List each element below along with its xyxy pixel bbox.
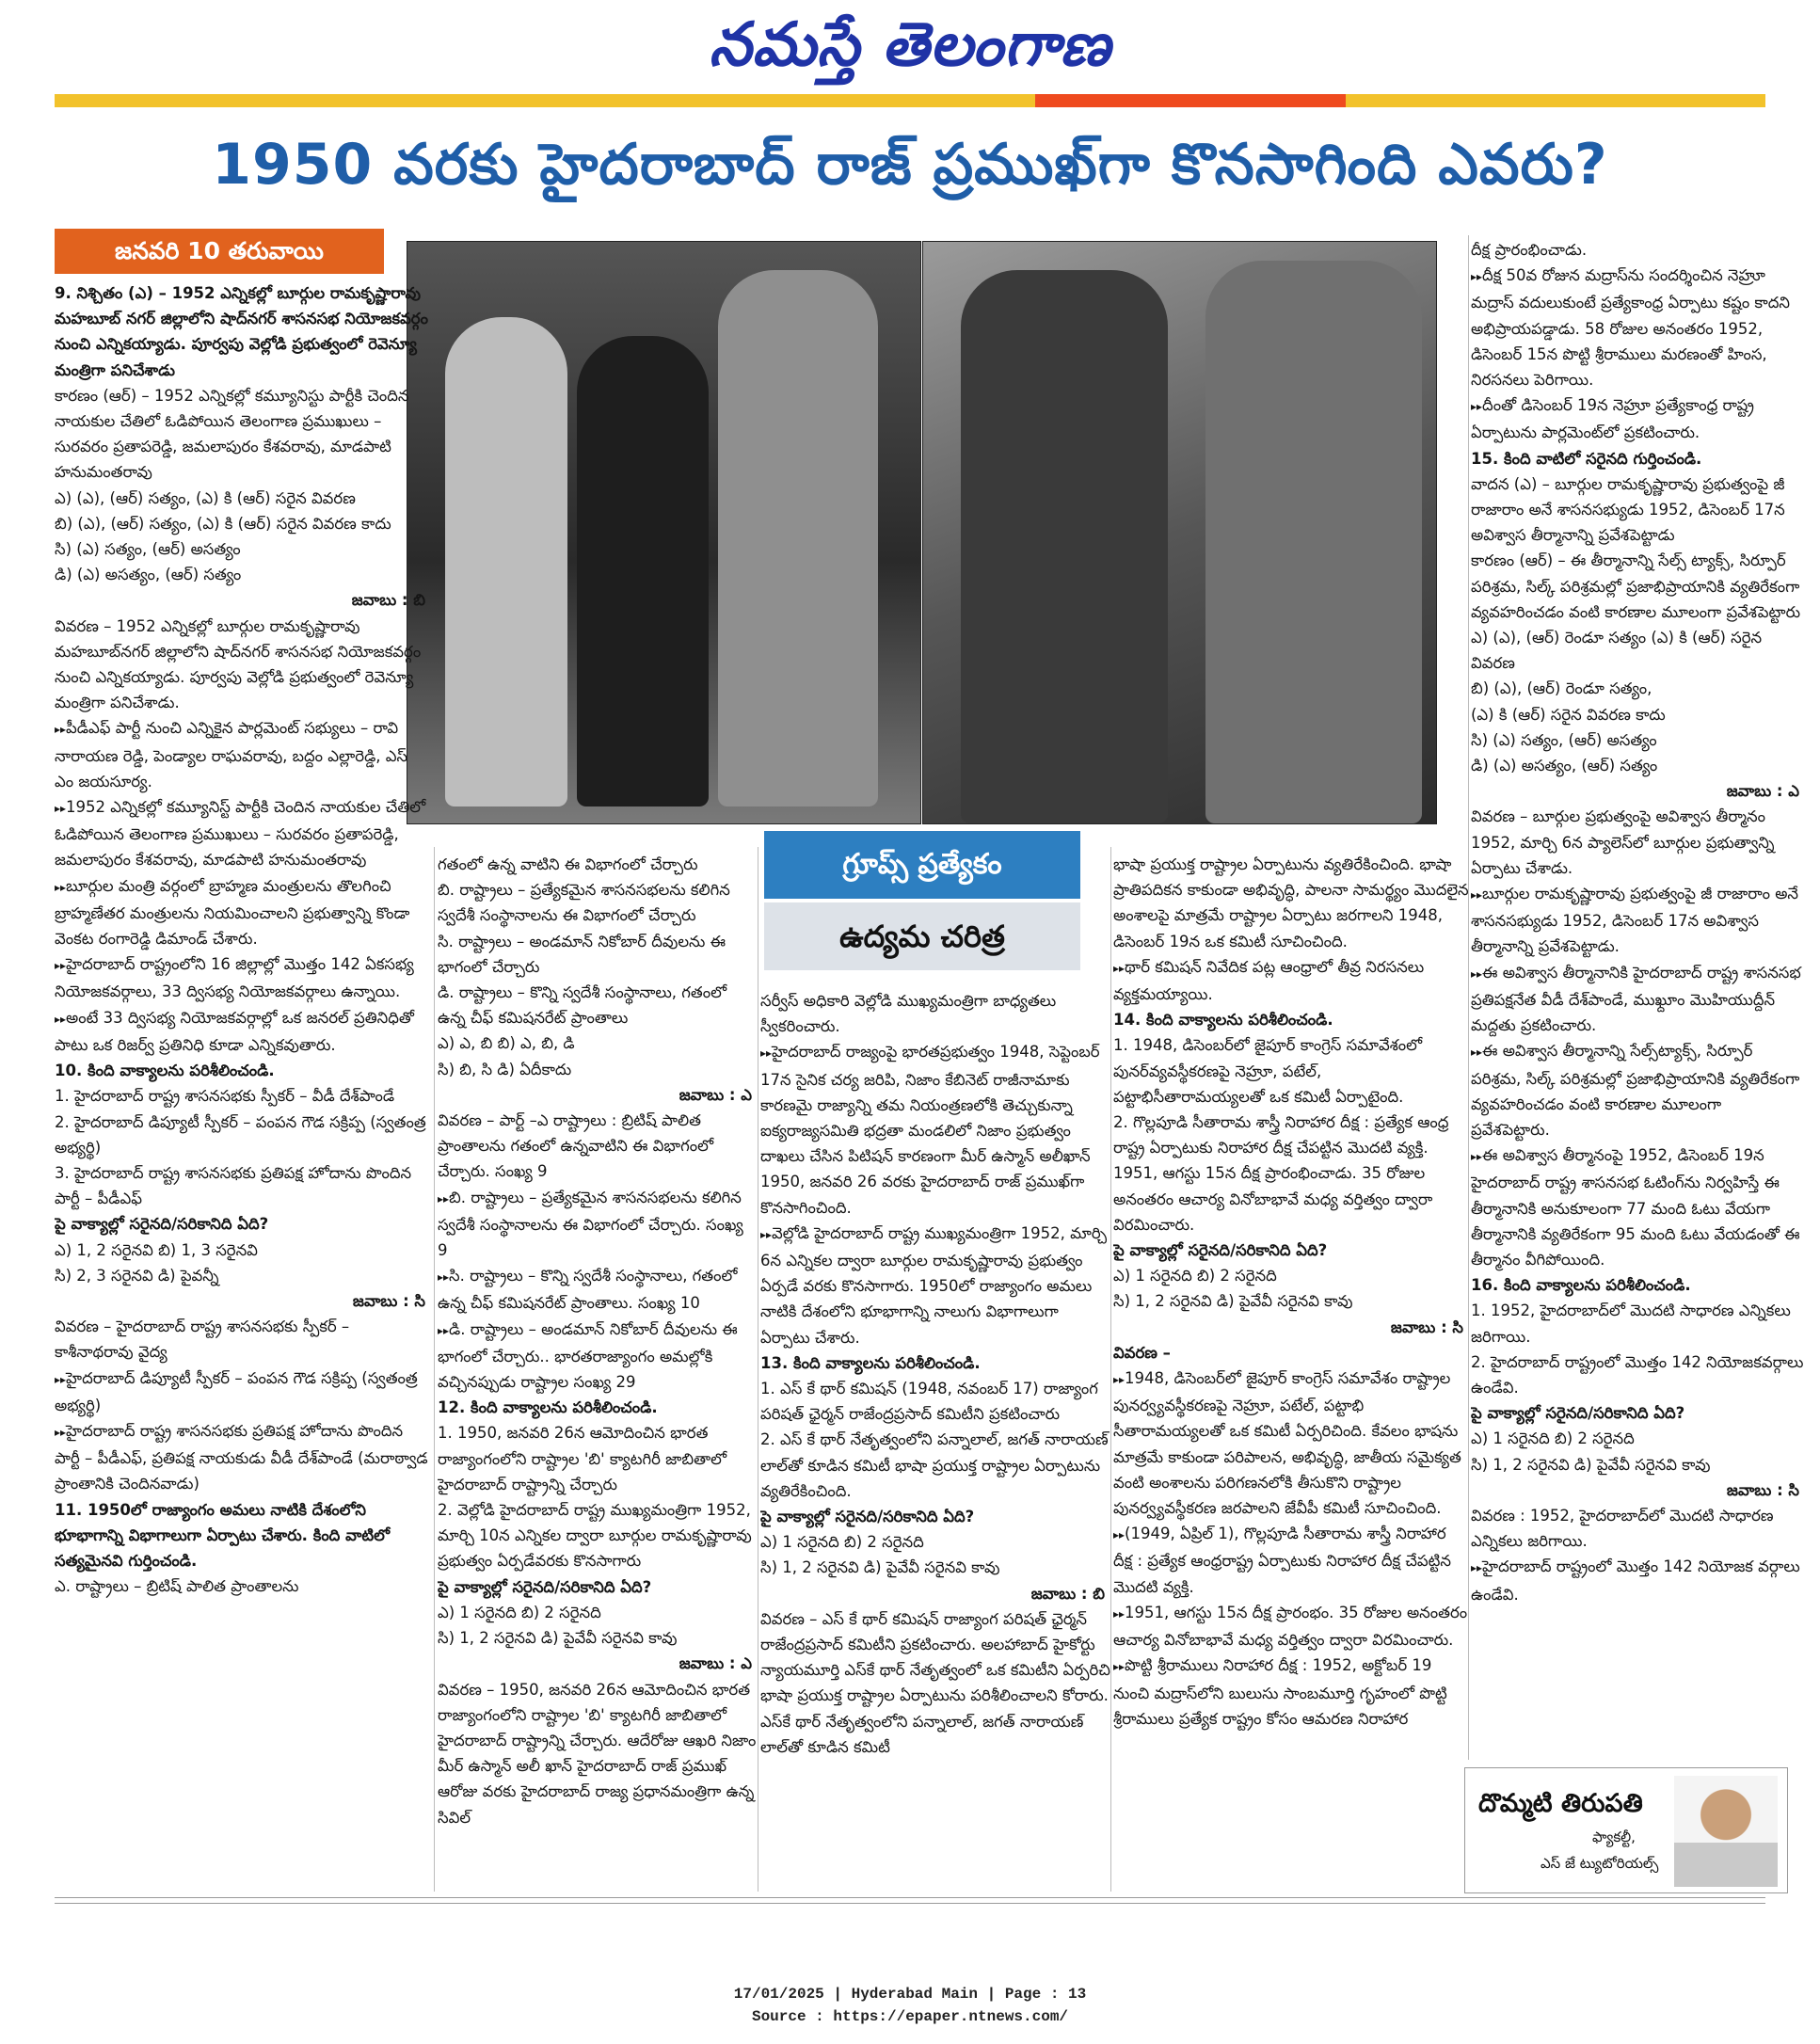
reason-text: కారణం (ఆర్) – ఈ తీర్మానాన్ని సేల్స్ ట్యాక్స్, సిర్పూర్ పరిశ్రమ, సిల్క్ పరిశ్రమల్లో ప్రజాభిప్రాయానికి వ్యతిరేకంగా వ్యవహరించడం వంటి కారణాల మూలంగా ప్రవేశపెట్టారు (1471, 551, 1801, 621)
statement: 2. హైదరాబాద్ రాష్ట్రంలో మొత్తం 142 నియోజకవర్గాలు ఉండేవి. (1471, 1352, 1804, 1397)
question-15: 15. కింది వాటిలో సరైనది గుర్తించండి. (1471, 449, 1702, 468)
options-row: సి) 1, 2 సరైనవి డి) పైవేవీ సరైనవి కావు (760, 1558, 1000, 1577)
assertion: వాదన (ఎ) – బూర్గుల రామకృష్ణారావు ప్రభుత్వంపై జీ రాజారాం అనే శాసనసభ్యుడు 1952, డిసెంబర్ 17న అవిశ్వాస తీర్మానాన్ని ప్రవేశపెట్టాడు (1471, 474, 1785, 545)
option-a: ఎ) (ఎ), (ఆర్) రెండూ సత్యం (ఎ) కి (ఆర్) సరైన వివరణ (1471, 629, 1763, 673)
statement: సి. రాష్ట్రాలు – అండమాన్ నికోబార్ దీవులను ఈ భాగంలో చేర్చారు (438, 932, 726, 976)
section-label: జనవరి 10 తరువాయి (55, 229, 384, 274)
bullet-point: ▸▸ దీంతో డిసెంబర్ 19న నెహ్రూ ప్రత్యేకాంధ్ర రాష్ట్ర ఏర్పాటును పార్లమెంట్‌లో ప్రకటించారు. (1471, 392, 1805, 445)
bullet-point: ▸▸ 1952 ఎన్నికల్లో కమ్యూనిస్ట్ పార్టీకి చెందిన నాయకుల చేతిలో ఓడిపోయిన తెలంగాణ ప్రముఖులు – సురవరం ప్రతాపరెడ్డి, జమలాపురం కేశవరావు, మాడపాటి హనుమంతరావు (55, 794, 431, 873)
statement: 3. హైదరాబాద్ రాష్ట్ర శాసనసభకు ప్రతిపక్ష హోదాను పొందిన పార్టీ – పీడీఎఫ్ (55, 1163, 412, 1208)
question-12: 12. కింది వాక్యాలను పరిశీలించండి. (438, 1398, 658, 1417)
explanation-12: వివరణ – 1950, జనవరి 26న ఆమోదించిన భారత రాజ్యాంగంలోని రాష్ట్రాల 'బి' క్యాటగిరీ జాబితాలో హైదరాబాద్ రాష్ట్రాన్ని చేర్చారు. ఆదేరోజు ఆఖరి నిజాం మీర్ ఉస్మాన్ అలీ ఖాన్ హైదరాబాద్ రాజ్ ప్రముఖ్ ఆరోజు వరకు హైదరాబాద్ రాజ్య ప్రధానమంత్రిగా ఉన్న సివిల్ (438, 1680, 757, 1827)
options-row: సి) బి, సి డి) ఏదీకాదు (438, 1060, 572, 1078)
bottom-rule (55, 1897, 1765, 1898)
bullet-point: ▸▸ బూర్గుల రామకృష్ణారావు ప్రభుత్వంపై జీ రాజారాం అనే శాసనసభ్యుడు 1952, డిసెంబర్ 17న అవిశ్వాస తీర్మానాన్ని ప్రవేశపెట్టాడు. (1471, 881, 1805, 960)
option-a: ఎ) (ఎ), (ఆర్) సత్యం, (ఎ) కి (ఆర్) సరైన వివరణ (55, 488, 356, 507)
options-row: సి) 2, 3 సరైనవి డి) పైవన్నీ (55, 1266, 219, 1285)
statement: 1. 1948, డిసెంబర్‌లో జైపూర్ కాంగ్రెస్ సమావేశంలో పునర్‌వ్యవస్థీకరణపై నెహ్రూ, పటేల్, పట్టాభిసీతారామయ్యలతో ఒక కమిటీ ఏర్పాటైంది. (1113, 1036, 1423, 1106)
bullet-point: ▸▸ థార్ కమిషన్ నివేదిక పట్ల ఆంధ్రాలో తీవ్ర నిరసనలు వ్యక్తమయ్యాయి. (1113, 954, 1469, 1007)
historical-photo-left (407, 241, 921, 824)
bullet-point: ▸▸ 1951, ఆగస్టు 15న దీక్ష ప్రారంభం. 35 రోజుల అనంతరం ఆచార్య వినోబాభావే మధ్య వర్తిత్వం ద్వారా విరమించారు. (1113, 1600, 1469, 1653)
question-prompt: పై వాక్యాల్లో సరైనది/సరికానిది ఏది? (760, 1508, 975, 1526)
option-b: బి) (ఎ), (ఆర్) రెండూ సత్యం, (1471, 679, 1652, 698)
question-9: 9. నిశ్చితం (ఎ) – 1952 ఎన్నికల్లో బూర్గుల రామకృష్ణారావు మహబూబ్ నగర్ జిల్లాలోని షాద్‌నగర్ శాసనసభ నియోజకవర్గం నుంచి ఎన్నికయ్యాడు. పూర్వపు వెల్లోడి ప్రభుత్వంలో రెవెన్యూ మంత్రిగా పనిచేశాడు (55, 284, 428, 379)
statement: 2. ఎస్ కే థార్ నేతృత్వంలోని పన్నాలాల్, జగత్ నారాయణ్ లాల్‌తో కూడిన కమిటీ భాషా ప్రయుక్త రాష్ట్రాల ఏర్పాటును వ్యతిరేకించింది. (760, 1430, 1109, 1500)
options-row: సి) 1, 2 సరైనవి డి) పైవేవీ సరైనవి కావు (1113, 1292, 1353, 1311)
column-4 (1113, 852, 1469, 1893)
masthead-bar-red (1035, 94, 1346, 107)
explanation-14: వివరణ – (1113, 1343, 1171, 1362)
bullet-point: ▸▸ 1948, డిసెంబర్‌లో జైపూర్ కాంగ్రెస్ సమావేశం రాష్ట్రాల పునర్వ్యవస్థీకరణపై నెహ్రూ, పటేల్, పట్టాభి సీతారామయ్యలతో ఒక కమిటీ ఏర్పరిచింది. కేవలం భాషను మాత్రమే కాకుండా పరిపాలన, అభివృద్ధి, జాతీయ సమైక్యత వంటి అంశాలను పరిగణనలోకి తీసుకొని రాష్ట్రాల పునర్వ్యవస్థీకరణ జరపాలని జేవీపీ కమిటీ సూచించింది. (1113, 1365, 1469, 1521)
bullet-point: ▸▸ ఈ అవిశ్వాస తీర్మానానికి హైదరాబాద్ రాష్ట్ర శాసనసభ ప్రతిపక్షనేత వీడీ దేశ్‌పాండే, ముఖ్దూం మొహియుద్దీన్ మద్దతు ప్రకటించారు. (1471, 960, 1805, 1039)
options-row: ఎ) 1 సరైనది బి) 2 సరైనది (1113, 1267, 1277, 1285)
statement: డి. రాష్ట్రాలు – కొన్ని స్వదేశీ సంస్థానాలు, గతంలో ఉన్న చీఫ్ కమిషనరేట్ ప్రాంతాలు (438, 983, 727, 1028)
statement: 1. 1950, జనవరి 26న ఆమోదించిన భారత రాజ్యాంగంలోని రాష్ట్రాల 'బి' క్యాటగిరీ జాబితాలో హైదరాబాద్ రాష్ట్రాన్ని చేర్చారు (438, 1424, 727, 1493)
bullet-point: ▸▸ ఈ అవిశ్వాస తీర్మానాన్ని సేల్స్‌ట్యాక్స్, సిర్పూర్ పరిశ్రమ, సిల్క్ పరిశ్రమల్లో ప్రజాభిప్రాయానికి వ్యతిరేకంగా వ్యవహరించడం వంటి కారణాల మూలంగా ప్రవేశపెట్టారు. (1471, 1038, 1805, 1142)
option-d: డి) (ఎ) అసత్యం, (ఆర్) సత్యం (1471, 757, 1658, 775)
bullet-point: ▸▸ (1949, ఏప్రిల్ 1), గొల్లపూడి సీతారామ శాస్త్రీ నిరాహార దీక్ష : ప్రత్యేక ఆంధ్రరాష్ట్ర ఏర్పాటుకు నిరాహార దీక్ష చేపట్టిన మొదటి వ్యక్తి. (1113, 1521, 1469, 1600)
answer-13: జవాబు : బి (1030, 1584, 1105, 1603)
column-divider (1110, 847, 1111, 1892)
photo-figure (577, 336, 709, 806)
author-org: ఎస్ జే ట్యుటోరియల్స్ (1541, 1855, 1659, 1872)
footer-date-line: 17/01/2025 | Hyderabad Main | Page : 13 (733, 1986, 1087, 2003)
author-name: దొమ్మటి తిరుపతి (1478, 1789, 1643, 1818)
options-row: ఎ) ఎ, బి బి) ఎ, బి, డి (438, 1034, 575, 1053)
question-14: 14. కింది వాక్యాలను పరిశీలించండి. (1113, 1011, 1333, 1030)
column-divider (1468, 235, 1469, 1760)
photo-figure (718, 270, 878, 806)
historical-photo-right (922, 241, 1437, 824)
bullet-point: ▸▸ దీక్ష 50వ రోజున మద్రాస్‌ను సందర్శించిన నెహ్రూ మద్రాస్ వదులుకుంటే ప్రత్యేకాంధ్ర ఏర్పాటు కష్టం కాదని అభిప్రాయపడ్డాడు. 58 రోజుల అనంతరం 1952, డిసెంబర్ 15న పొట్టి శ్రీరాములు మరణంతో హింస, నిరసనలు పెరిగాయి. (1471, 263, 1805, 392)
statement: 2. గొల్లపూడి సీతారామ శాస్త్రీ నిరాహార దీక్ష : ప్రత్యేక ఆంధ్ర రాష్ట్ర ఏర్పాటుకు నిరాహార దీక్ష చేపట్టిన మొదటి వ్యక్తి. 1951, ఆగస్టు 15న దీక్ష ప్రారంభించాడు. 35 రోజుల అనంతరం ఆచార్య వినోబాభావే మధ్య వర్తిత్వం ద్వారా విరమించారు. (1113, 1113, 1449, 1234)
statement: దీక్ష ప్రారంభించాడు. (1471, 241, 1588, 259)
question-prompt: పై వాక్యాల్లో సరైనది/సరికానిది ఏది? (1113, 1241, 1328, 1260)
footer-source-line: Source : https://epaper.ntnews.com/ (751, 2008, 1069, 2025)
bullet-point: ▸▸ పీడీఎఫ్ పార్టీ నుంచి ఎన్నికైన పార్లమెంట్ సభ్యులు – రావి నారాయణ రెడ్డి, పెండ్యాల రాఘవరావు, బద్దం ఎల్లారెడ్డి, ఎస్ ఎం జయసూర్య. (55, 715, 431, 794)
statement: 2. వెల్లోడి హైదరాబాద్ రాష్ట్ర ముఖ్యమంత్రిగా 1952, మార్చి 10న ఎన్నికల ద్వారా బూర్గుల రామకృష్ణారావు ప్రభుత్వం ఏర్పడేవరకు కొనసాగారు (438, 1501, 752, 1571)
bullet-point: ▸▸ వెల్లోడి హైదరాబాద్ రాష్ట్ర ముఖ్యమంత్రిగా 1952, మార్చి 6న ఎన్నికల ద్వారా బూర్గుల రామకృష్ణారావు ప్రభుత్వం ఏర్పడే వరకు కొనసాగారు. 1950లో రాజ్యాంగం అమలు నాటికి దేశంలోని భూభాగాన్ని నాలుగు విభాగాలుగా ఏర్పాటు చేశారు. (760, 1221, 1110, 1350)
statement: 1. హైదరాబాద్ రాష్ట్ర శాసనసభకు స్పీకర్ – వీడీ దేశ్‌పాండే (55, 1087, 395, 1106)
author-box (1464, 1767, 1788, 1893)
bullet-point: ▸▸ హైదరాబాద్ రాష్ట్రంలోని 16 జిల్లాల్లో మొత్తం 142 ఏకసభ్య నియోజకవర్గాలు, 33 ద్విసభ్య నియోజకవర్గాలు ఉన్నాయి. (55, 951, 431, 1004)
option-b: బి) (ఎ), (ఆర్) సత్యం, (ఎ) కి (ఆర్) సరైన వివరణ కాదు (55, 514, 391, 533)
newspaper-masthead: నమస్తే తెలంగాణ (709, 9, 1111, 80)
explanation-16: వివరణ : 1952, హైదరాబాద్‌లో మొదటి సాధారణ ఎన్నికలు జరిగాయి. (1471, 1506, 1774, 1551)
explanation-15: వివరణ – బూర్గుల ప్రభుత్వంపై అవిశ్వాస తీర్మానం 1952, మార్చి 6న ప్యాలెస్‌లో బూర్గుల ప్రభుత్వాన్ని ఏర్పాటు చేశాడు. (1471, 807, 1775, 877)
column-3 (760, 988, 1110, 1893)
options-row: ఎ) 1, 2 సరైనవి బి) 1, 3 సరైనవి (55, 1240, 258, 1259)
bullet-point: ▸▸ హైదరాబాద్ డిప్యూటీ స్పీకర్ – పంపన గౌడ సక్రిప్ప (స్వతంత్ర అభ్యర్థి) (55, 1365, 431, 1418)
answer-11: జవాబు : ఎ (679, 1085, 752, 1104)
bullet-point: ▸▸ డి. రాష్ట్రాలు – అండమాన్ నికోబార్ దీవులను ఈ భాగంలో చేర్చారు.. భారతరాజ్యాంగం అమల్లోకి వచ్చినప్పుడు రాష్ట్రాల సంఖ్య 29 (438, 1317, 758, 1396)
options-row: ఎ) 1 సరైనది బి) 2 సరైనది (438, 1603, 601, 1621)
photo-figure (961, 270, 1168, 823)
article-headline: 1950 వరకు హైదరాబాద్ రాజ్ ప్రముఖ్‌గా కొనసాగింది ఎవరు? (212, 132, 1608, 198)
bullet-point: ▸▸ పొట్టి శ్రీరాములు నిరాహార దీక్ష : 1952, అక్టోబర్ 19 నుంచి మద్రాస్‌లోని బులుసు సాంబమూర్తి గృహంలో పొట్టి శ్రీరాములు ప్రత్యేక రాష్ట్రం కోసం ఆమరణ నిరాహార (1113, 1653, 1469, 1732)
option-c: సి) (ఎ) సత్యం, (ఆర్) అసత్యం (55, 540, 241, 559)
question-16: 16. కింది వాక్యాలను పరిశీలించండి. (1471, 1276, 1691, 1295)
explanation-11: వివరణ – పార్ట్ –ఎ రాష్ట్రాలు : బ్రిటిష్ పాలిత ప్రాంతాలను గతంలో ఉన్నవాటిని ఈ విభాగంలో చేర్చారు. సంఖ్య 9 (438, 1111, 714, 1181)
column-divider (434, 847, 435, 1892)
statement: 1. ఎస్ కే థార్ కమిషన్ (1948, నవంబర్ 17) రాజ్యాంగ పరిషత్ ఛైర్మన్ రాజేంద్రప్రసాద్ కమిటీని ప్రకటించారు (760, 1380, 1098, 1424)
statement: భాషా ప్రయుక్త రాష్ట్రాల ఏర్పాటును వ్యతిరేకించింది. భాషా ప్రాతిపదికన కాకుండా అభివృద్ధి, పాలనా సామర్థ్యం మొదలైన అంశాలపై మాత్రమే రాష్ట్రాల ఏర్పాటు జరగాలని 1948, డిసెంబర్ 19న ఒక కమిటీ సూచించింది. (1113, 855, 1469, 950)
groups-special-label: గ్రూప్స్ ప్రత్యేకం (764, 831, 1080, 899)
statement: గతంలో ఉన్న వాటిని ఈ విభాగంలో చేర్చారు (438, 855, 698, 873)
options-row: ఎ) 1 సరైనది బి) 2 సరైనది (760, 1533, 924, 1552)
reason-text: కారణం (ఆర్) – 1952 ఎన్నికల్లో కమ్యూనిస్టు పార్టీకి చెందిన నాయకుల చేతిలో ఓడిపోయిన తెలంగాణ ప్రముఖులు – సురవరం ప్రతాపరెడ్డి, జమలాపురం కేశవరావు, మాడపాటి హనుమంతరావు (55, 386, 409, 482)
options-row: ఎ) 1 సరైనది బి) 2 సరైనది (1471, 1429, 1635, 1448)
statement: బి. రాష్ట్రాలు – ప్రత్యేకమైన శాసనసభలను కలిగిన స్వదేశీ సంస్థానాలను ఈ విభాగంలో చేర్చారు (438, 881, 730, 925)
statement: 2. హైదరాబాద్ డిప్యూటీ స్పీకర్ – పంపన గౌడ సక్రిప్ప (స్వతంత్ర అభ్యర్థి) (55, 1112, 426, 1157)
question-prompt: పై వాక్యాల్లో సరైనది/సరికానిది ఏది? (1471, 1404, 1685, 1423)
bullet-point: ▸▸ ఈ అవిశ్వాస తీర్మానంపై 1952, డిసెంబర్ 19న హైదరాబాద్ రాష్ట్ర శాసనసభ ఓటింగ్‌ను నిర్వహిస్తే ఈ తీర్మానానికి అనుకూలంగా 77 మంది ఓటు వేయగా తీర్మానానికి వ్యతిరేకంగా 95 మంది ఓటు వేయడంతో ఈ తీర్మానం వీగిపోయింది. (1471, 1142, 1805, 1272)
option-c: సి) (ఎ) సత్యం, (ఆర్) అసత్యం (1471, 730, 1657, 749)
question-13: 13. కింది వాక్యాలను పరిశీలించండి. (760, 1353, 981, 1372)
column-1 (55, 280, 431, 1893)
photo-figure (1205, 261, 1422, 823)
bullet-point: ▸▸ సి. రాష్ట్రాలు – కొన్ని స్వదేశీ సంస్థానాలు, గతంలో ఉన్న చీఫ్ కమిషనరేట్ ప్రాంతాలు. సంఖ్య 10 (438, 1263, 758, 1316)
options-row: సి) 1, 2 సరైనవి డి) పైవేవీ సరైనవి కావు (438, 1629, 678, 1648)
masthead-bar-yellow-right (1346, 94, 1765, 107)
answer-10: జవాబు : సి (352, 1291, 425, 1310)
bullet-point: ▸▸ హైదరాబాద్ రాజ్యంపై భారతప్రభుత్వం 1948, సెప్టెంబర్ 17న సైనిక చర్య జరిపి, నిజాం కేబినెట్ రాజీనామాకు కారణమై రాజ్యాన్ని తమ నియంత్రణలోకి తెచ్చుకున్నా ఐక్యరాజ్యసమితి భద్రతా మండలిలో నిజాం ప్రభుత్వం దాఖలు చేసిన పిటిషన్ కారణంగా మీర్ ఉస్మాన్ అలీఖాన్ 1950, జనవరి 26 వరకు హైదరాబాద్ రాజ్ ప్రముఖ్‌గా కొనసాగించింది. (760, 1039, 1110, 1220)
answer-14: జవాబు : సి (1390, 1317, 1463, 1336)
option-b-cont: (ఎ) కి (ఆర్) సరైన వివరణ కాదు (1471, 705, 1666, 724)
answer-12: జవాబు : ఎ (679, 1654, 752, 1673)
answer-15: జవాబు : ఎ (1726, 782, 1799, 801)
author-role: ఫ్యాకల్టీ, (1592, 1828, 1636, 1845)
avatar (1674, 1776, 1778, 1887)
column-5 (1471, 237, 1805, 1762)
question-11: 11. 1950లో రాజ్యాంగం అమలు నాటికి దేశంలోని భూభాగాన్ని విభాగాలుగా ఏర్పాటు చేశారు. కింది వాటిలో సత్యమైనవి గుర్తించండి. (55, 1500, 391, 1570)
explanation-9: వివరణ – 1952 ఎన్నికల్లో బూర్గుల రామకృష్ణారావు మహబూబ్‌నగర్ జిల్లాలోని షాద్‌నగర్ శాసనసభ నియోజకవర్గం నుంచి ఎన్నికయ్యాడు. పూర్వపు వెల్లోడి ప్రభుత్వంలో రెవెన్యూ మంత్రిగా పనిచేశాడు. (55, 616, 422, 712)
explanation-10: వివరణ – హైదరాబాద్ రాష్ట్ర శాసనసభకు స్పీకర్ – కాశీనాథరావు వైద్య (55, 1317, 350, 1362)
question-10: 10. కింది వాక్యాలను పరిశీలించండి. (55, 1062, 275, 1080)
subject-label: ఉద్యమ చరిత్ర (764, 902, 1080, 970)
groups-special-box (764, 831, 1080, 972)
masthead-bar-yellow (55, 94, 1035, 107)
photo-figure (445, 317, 567, 806)
options-row: సి) 1, 2 సరైనవి డి) పైవేవీ సరైనవి కావు (1471, 1455, 1711, 1474)
bullet-point: ▸▸ అంటే 33 ద్విసభ్య నియోజకవర్గాల్లో ఒక జనరల్ ప్రతినిధితో పాటు ఒక రిజర్వ్ ప్రతినిధి కూడా ఎన్నికవుతారు. (55, 1005, 431, 1058)
bullet-point: ▸▸ బూర్గుల మంత్రి వర్గంలో బ్రాహ్మణ మంత్రులను తొలగించి బ్రాహ్మణేతర మంత్రులను నియమించాలని ప్రభుత్వాన్ని కొండా వెంకట రంగారెడ్డి డిమాండ్ చేశారు. (55, 873, 431, 952)
bullet-point: ▸▸ హైదరాబాద్ రాష్ట్రంలో మొత్తం 142 నియోజక వర్గాలు ఉండేవి. (1471, 1554, 1805, 1606)
answer-16: జవాబు : సి (1726, 1480, 1799, 1499)
option-d: డి) (ఎ) అసత్యం, (ఆర్) సత్యం (55, 566, 242, 584)
answer-9: జవాబు : బి (351, 591, 425, 610)
bullet-point: ▸▸ హైదరాబాద్ రాష్ట్ర శాసనసభకు ప్రతిపక్ష హోదాను పొందిన పార్టీ – పీడీఎఫ్, ప్రతిపక్ష నాయకుడు వీడీ దేశ్‌పాండే (మరాఠ్వాడ ప్రాంతానికి చెందినవాడు) (55, 1418, 431, 1497)
statement: ఎ. రాష్ట్రాలు – బ్రిటిష్ పాలిత ప్రాంతాలను (55, 1577, 299, 1596)
bottom-rule (55, 1903, 1765, 1904)
statement: 1. 1952, హైదరాబాద్‌లో మొదటి సాధారణ ఎన్నికలు జరిగాయి. (1471, 1301, 1791, 1346)
statement: సర్వీస్ అధికారి వెల్లోడి ముఖ్యమంత్రిగా బాధ్యతలు స్వీకరించారు. (760, 992, 1057, 1036)
column-2 (438, 852, 758, 1893)
explanation-13: వివరణ – ఎస్ కే థార్ కమిషన్ రాజ్యాంగ పరిషత్ ఛైర్మన్ రాజేంద్రప్రసాద్ కమిటీని ప్రకటించారు. అలహాబాద్ హైకోర్టు న్యాయమూర్తి ఎస్‌కే థార్ నేతృత్వంలో ఒక కమిటీని ఏర్పరిచి భాషా ప్రయుక్త రాష్ట్రాల ఏర్పాటును పరిశీలించాలని కోరారు. ఎస్‌కే థార్ నేతృత్వంలోని పన్నాలాల్, జగత్ నారాయణ్ లాల్‌తో కూడిన కమిటీ (760, 1609, 1110, 1756)
question-prompt: పై వాక్యాల్లో సరైనది/సరికానిది ఏది? (55, 1215, 269, 1234)
bullet-point: ▸▸ బి. రాష్ట్రాలు – ప్రత్యేకమైన శాసనసభలను కలిగిన స్వదేశీ సంస్థానాలను ఈ విభాగంలో చేర్చారు. సంఖ్య 9 (438, 1185, 758, 1264)
question-prompt: పై వాక్యాల్లో సరైనది/సరికానిది ఏది? (438, 1577, 652, 1596)
